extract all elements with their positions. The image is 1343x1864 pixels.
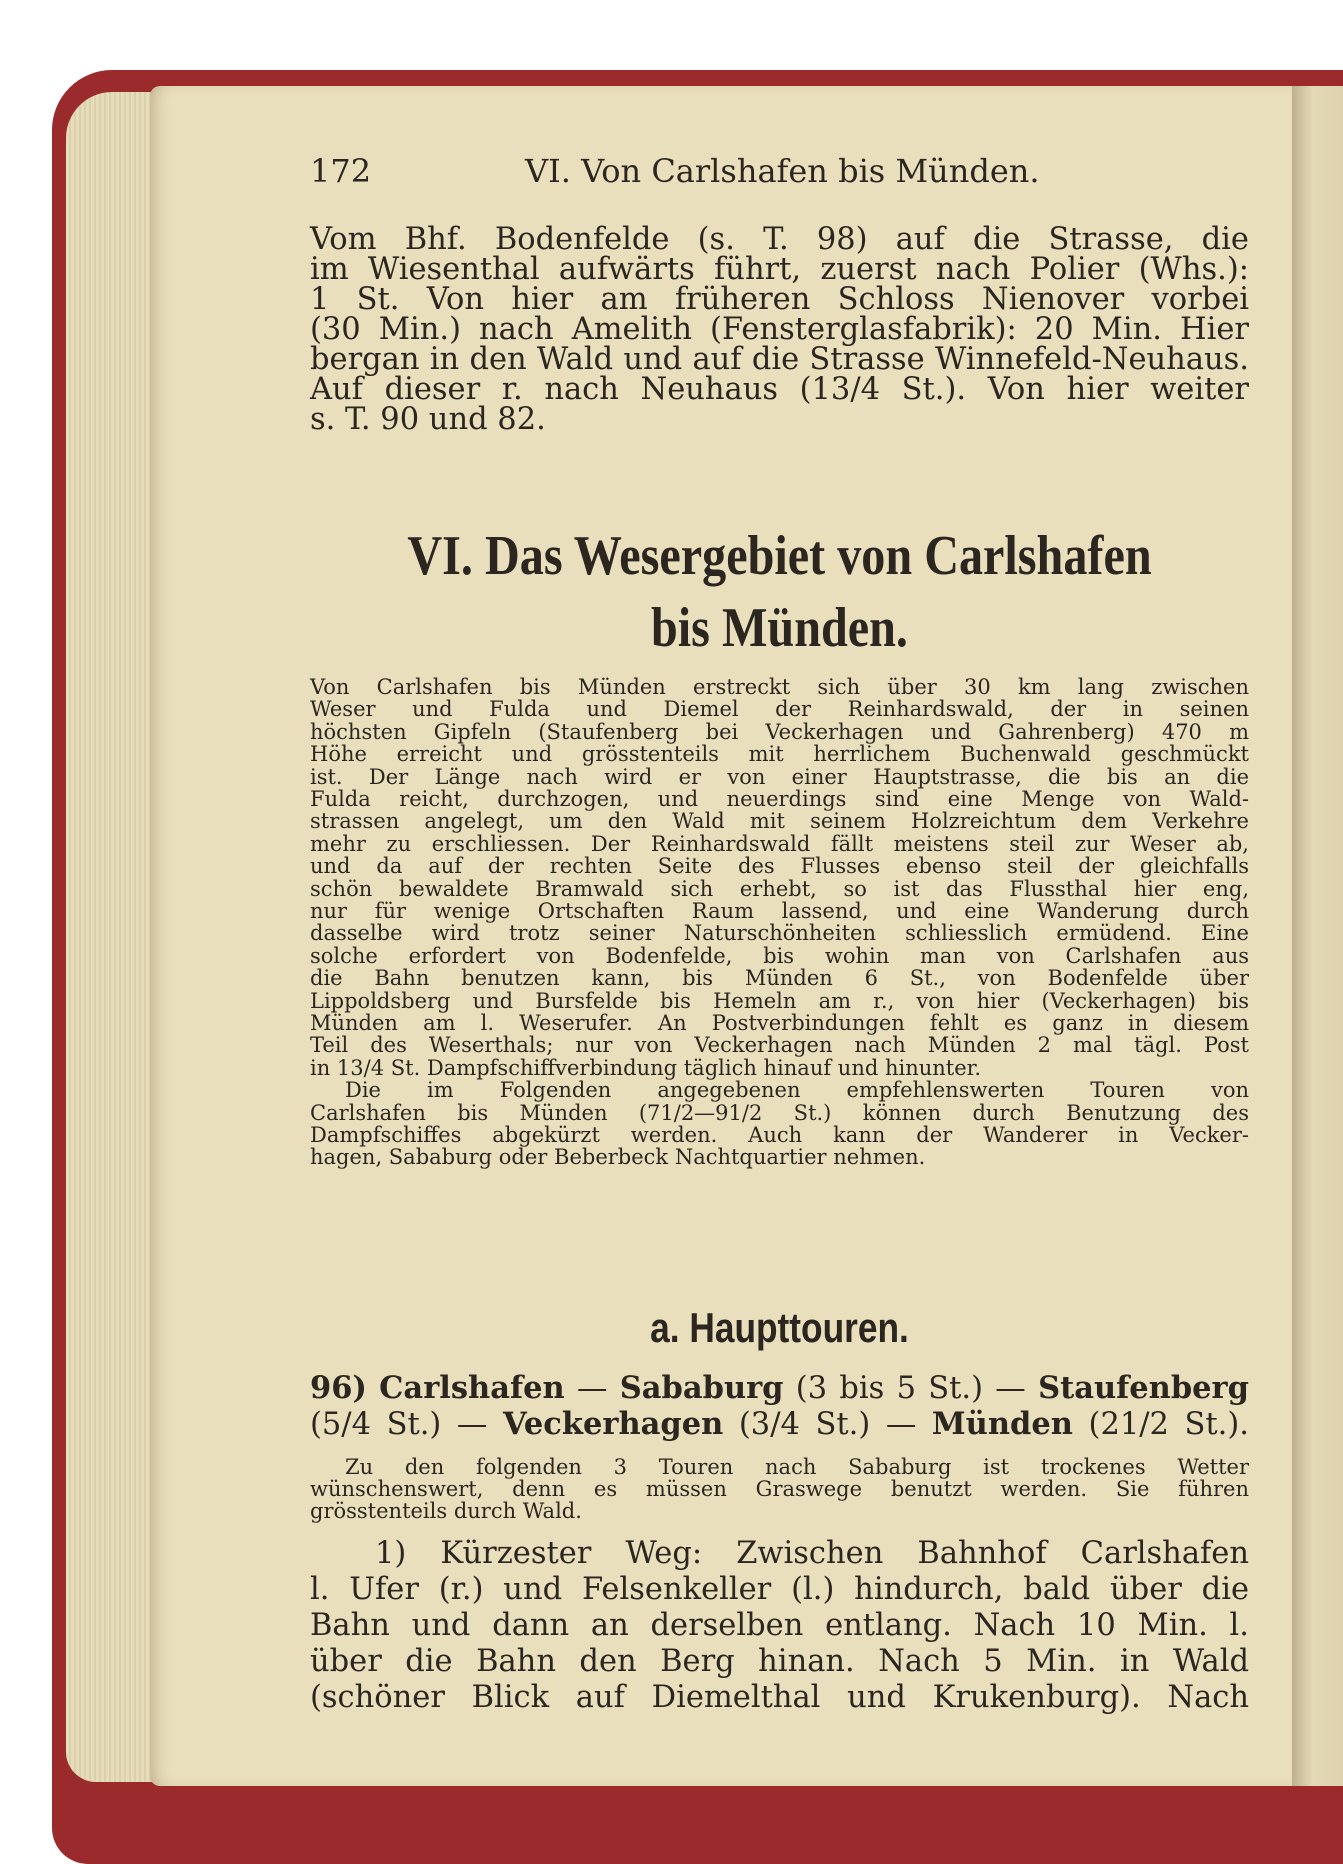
- running-title: VI. Von Carlshafen bis Münden.: [525, 152, 1040, 190]
- text-line: grösstenteils durch Wald.: [310, 1499, 582, 1523]
- text-line: Vom Bhf. Bodenfelde (s. T. 98) auf die Strasse, die: [310, 222, 1249, 257]
- route-dash: —: [995, 1371, 1026, 1406]
- text-line: s. T. 90 und 82.: [310, 402, 546, 437]
- route-time: (21/2 St.).: [1088, 1407, 1249, 1442]
- text-line: (schöner Blick auf Diemelthal und Krukenburg). Nach: [310, 1680, 1249, 1715]
- route-dash: —: [456, 1407, 488, 1442]
- route-time: (5/4 St.): [310, 1407, 442, 1442]
- text-line: höchsten Gipfeln (Staufenberg bei Veckerhagen und Gahrenberg) 470 m: [310, 719, 1249, 744]
- text-line: mehr zu erschliessen. Der Reinhardswald fällt meistens steil zur Weser ab,: [310, 831, 1249, 856]
- route-place: Carlshafen: [379, 1370, 565, 1406]
- text-line: nur für wenige Ortschaften Raum lassend, und eine Wanderung durch: [310, 899, 1249, 923]
- text-line: strassen angelegt, um den Wald mit seinem Holzreichtum dem Verkehre: [310, 809, 1249, 834]
- text-line: Weser und Fulda und Diemel der Reinhardswald, der in seinen: [310, 697, 1249, 722]
- route-time: (3 bis 5 St.): [795, 1371, 984, 1406]
- text-line: die Bahn benutzen kann, bis Münden 6 St., von Bodenfelde über: [310, 966, 1249, 991]
- text-line: Münden am l. Weserufer. An Postverbindungen fehlt es ganz in diesem: [310, 1011, 1249, 1035]
- text-line: Teil des Weserthals; nur von Veckerhagen nach Münden 2 mal tägl. Post: [310, 1033, 1249, 1058]
- page-number: 172: [310, 152, 372, 190]
- text-line: Carlshafen bis Münden (71/2—91/2 St.) können durch Benutzung des: [310, 1100, 1249, 1125]
- route-dash: —: [885, 1407, 917, 1442]
- route-time: (3/4 St.): [738, 1407, 871, 1442]
- text-line: Zu den folgenden 3 Touren nach Sababurg ist trockenes Wetter: [345, 1455, 1249, 1479]
- text-line: solche erfordert von Bodenfelde, bis wohin man von Carlshafen aus: [310, 943, 1249, 968]
- text-line: im Wiesenthal aufwärts führt, zuerst nach Polier (Whs.):: [310, 252, 1249, 287]
- chapter-heading-line2: bis Münden.: [651, 597, 908, 659]
- route-number: 96): [310, 1370, 367, 1406]
- text-line: Von Carlshafen bis Münden erstreckt sich über 30 km lang zwischen: [310, 675, 1249, 699]
- text-line: l. Ufer (r.) und Felsenkeller (l.) hindurch, bald über die: [310, 1572, 1249, 1607]
- text-line: ist. Der Länge nach wird er von einer Hauptstrasse, die bis an die: [310, 764, 1249, 789]
- chapter-heading-line1: VI. Das Wesergebiet von Carlshafen: [407, 525, 1152, 587]
- text-line: hagen, Sababurg oder Beberbeck Nachtquartier nehmen.: [310, 1145, 926, 1170]
- route-dash: —: [576, 1371, 608, 1406]
- text-line: Auf dieser r. nach Neuhaus (13/4 St.). Von hier weiter: [310, 372, 1249, 407]
- route-title-line2: [310, 1406, 1249, 1443]
- route-place: Sababurg: [619, 1370, 784, 1406]
- text-line: wünschenswert, denn es müssen Graswege benutzt werden. Sie führen: [310, 1477, 1249, 1501]
- text-line: Dampfschiffes abgekürzt werden. Auch kann der Wanderer in Vecker-: [310, 1123, 1249, 1147]
- route-place: Staufenberg: [1038, 1370, 1249, 1406]
- text-line: dasselbe wird trotz seiner Naturschönheiten schliesslich ermüdend. Eine: [310, 921, 1249, 946]
- text-line: Höhe erreicht und grösstenteils mit herrlichem Buchenwald geschmückt: [310, 742, 1249, 767]
- text-line: Lippoldsberg und Bursfelde bis Hemeln am r., von hier (Veckerhagen) bis: [310, 988, 1249, 1013]
- text-line: 1) Kürzester Weg: Zwischen Bahnhof Carlshafen: [375, 1536, 1249, 1571]
- text-line: und da auf der rechten Seite des Flusses ebenso steil der gleichfalls: [310, 854, 1249, 879]
- text-line: Fulda reicht, durchzogen, und neuerdings sind eine Menge von Wald-: [310, 787, 1249, 811]
- book-gutter: [1292, 86, 1343, 1786]
- section-heading: a. Haupttouren.: [650, 1304, 909, 1351]
- text-line: in 13/4 St. Dampfschiffverbindung täglich hinauf und hinunter.: [310, 1055, 982, 1080]
- text-line: über die Bahn den Berg hinan. Nach 5 Min. in Wald: [310, 1644, 1249, 1679]
- text-line: 1 St. Von hier am früheren Schloss Nienover vorbei: [310, 282, 1249, 317]
- text-line: Bahn und dann an derselben entlang. Nach 10 Min. l.: [310, 1608, 1249, 1643]
- text-line: bergan in den Wald und auf die Strasse Winnefeld-Neuhaus.: [310, 342, 1249, 377]
- route-place: Münden: [931, 1406, 1073, 1442]
- text-line: schön bewaldete Bramwald sich erhebt, so ist das Flussthal hier eng,: [310, 876, 1249, 901]
- text-line: Die im Folgenden angegebenen empfehlenswerten Touren von: [345, 1078, 1249, 1103]
- text-line: (30 Min.) nach Amelith (Fensterglasfabrik): 20 Min. Hier: [310, 312, 1249, 347]
- route-title-line1: [310, 1370, 1249, 1407]
- route-place: Veckerhagen: [503, 1406, 724, 1442]
